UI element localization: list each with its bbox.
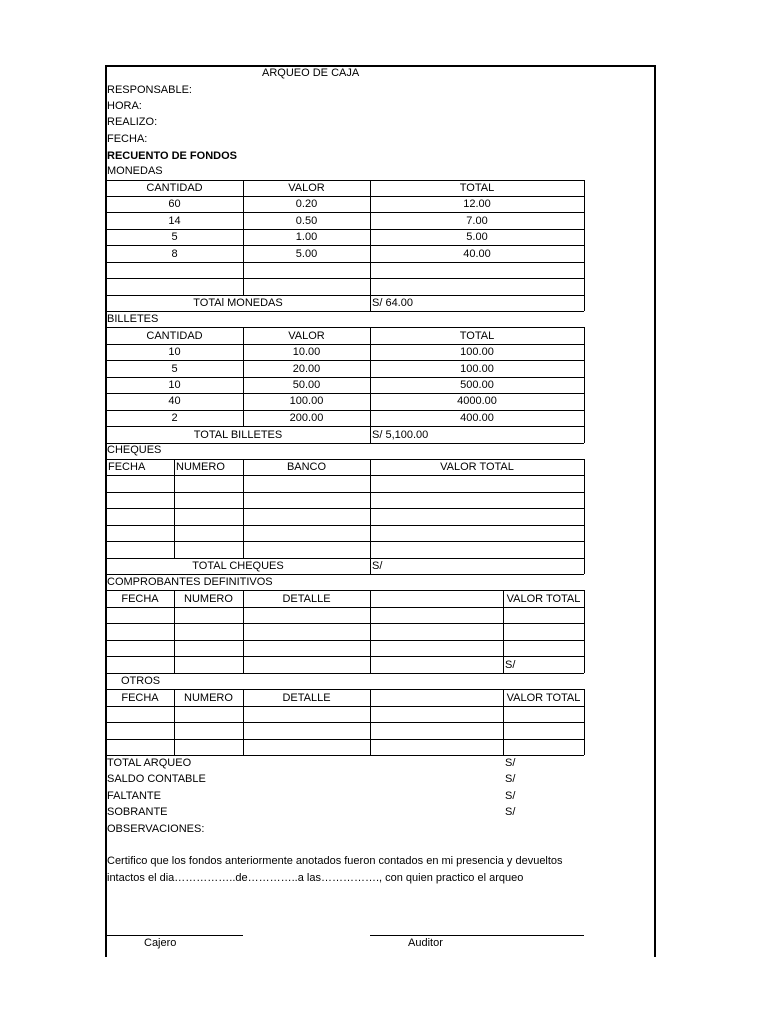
grid-line — [106, 673, 584, 674]
grid-line — [584, 558, 585, 574]
grid-line — [106, 327, 584, 328]
grid-line — [584, 459, 585, 558]
summary-value: S/ — [505, 773, 516, 785]
grid-line — [106, 739, 584, 740]
grid-line — [106, 689, 584, 690]
billetes-total-value: S/ 5,100.00 — [372, 429, 429, 441]
otros-header-fecha: FECHA — [121, 692, 159, 704]
signature-cajero: Cajero — [144, 937, 177, 949]
comprobantes-label: COMPROBANTES DEFINITIVOS — [107, 576, 273, 588]
monedas-cell: 7.00 — [466, 215, 488, 227]
realizo-label: REALIZO: — [107, 116, 158, 128]
comprobantes-last-value: S/ — [505, 659, 516, 671]
grid-line — [584, 180, 585, 295]
summary-value: S/ — [505, 790, 516, 802]
grid-line — [106, 278, 584, 279]
cheques-header-numero: NUMERO — [176, 461, 225, 473]
billetes-cell: 2 — [171, 412, 178, 424]
grid-line — [106, 262, 584, 263]
grid-line — [584, 689, 585, 755]
certificacion-line-1: Certifico que los fondos anteriormente anotados fueron contados en mi presencia y devueltos — [107, 855, 563, 867]
grid-line — [370, 558, 371, 574]
otros-header-valor: VALOR TOTAL — [506, 692, 581, 704]
billetes-cell: 10 — [168, 379, 181, 391]
summary-label: FALTANTE — [107, 790, 161, 802]
summary-label: SALDO CONTABLE — [107, 773, 206, 785]
grid-line — [106, 656, 584, 657]
comprobantes-header-valor: VALOR TOTAL — [506, 593, 581, 605]
signature-line-auditor — [370, 935, 584, 936]
page-title: ARQUEO DE CAJA — [262, 67, 360, 79]
grid-line — [106, 590, 584, 591]
grid-line — [106, 245, 584, 246]
billetes-cell: 50.00 — [292, 379, 321, 391]
billetes-total-label: TOTAL BILLETES — [193, 429, 283, 441]
grid-line — [106, 212, 584, 213]
grid-line — [174, 459, 175, 558]
billetes-cell: 400.00 — [460, 412, 494, 424]
billetes-cell: 40 — [168, 395, 181, 407]
billetes-cell: 100.00 — [460, 346, 494, 358]
billetes-cell: 200.00 — [289, 412, 324, 424]
cheques-header-valor: VALOR TOTAL — [440, 461, 514, 473]
billetes-label: BILLETES — [107, 313, 159, 325]
billetes-cell: 100.00 — [460, 363, 494, 375]
billetes-cell: 20.00 — [292, 363, 321, 375]
cheques-header-fecha: FECHA — [108, 461, 146, 473]
cheques-total-value: S/ — [372, 560, 383, 572]
comprobantes-header-detalle: DETALLE — [282, 593, 331, 605]
monedas-cell: 0.20 — [295, 198, 318, 210]
recuento-label: RECUENTO DE FONDOS — [107, 150, 237, 162]
monedas-cell: 8 — [171, 248, 178, 260]
cheques-header-banco: BANCO — [286, 461, 327, 473]
otros-header-detalle: DETALLE — [282, 692, 331, 704]
grid-line — [106, 508, 584, 509]
cheques-total-label: TOTAL CHEQUES — [192, 560, 284, 572]
hora-label: HORA: — [107, 100, 142, 112]
grid-line — [370, 590, 371, 673]
grid-line — [106, 607, 584, 608]
monedas-cell: 1.00 — [295, 231, 318, 243]
monedas-total-value: S/ 64.00 — [372, 297, 413, 309]
billetes-cell: 500.00 — [460, 379, 494, 391]
billetes-cell: 5 — [171, 363, 178, 375]
grid-line — [106, 722, 584, 723]
monedas-cell: 12.00 — [463, 198, 491, 210]
billetes-cell: 100.00 — [289, 395, 324, 407]
billetes-header: CANTIDAD — [146, 330, 203, 342]
comprobantes-header-fecha: FECHA — [121, 593, 159, 605]
grid-line — [370, 295, 371, 311]
grid-line — [106, 640, 584, 641]
grid-line — [106, 525, 584, 526]
grid-line — [584, 295, 585, 311]
grid-line — [106, 623, 584, 624]
monedas-cell: 60 — [168, 198, 181, 210]
monedas-cell: 5 — [171, 231, 178, 243]
monedas-cell: 0.50 — [295, 215, 318, 227]
monedas-total-label: TOTAl MONEDAS — [193, 297, 283, 309]
grid-line — [584, 327, 585, 426]
fecha-label: FECHA: — [107, 133, 148, 145]
cheques-label: CHEQUES — [107, 444, 162, 456]
grid-line — [106, 443, 584, 444]
monedas-header: VALOR — [288, 182, 325, 194]
grid-line — [584, 426, 585, 443]
grid-line — [106, 541, 584, 542]
signature-auditor: Auditor — [408, 937, 443, 949]
grid-line — [584, 590, 585, 673]
responsable-label: RESPONSABLE: — [107, 84, 192, 96]
monedas-header: CANTIDAD — [146, 182, 203, 194]
monedas-cell: 5.00 — [466, 231, 488, 243]
monedas-cell: 14 — [168, 215, 181, 227]
summary-label: SOBRANTE — [107, 806, 168, 818]
summary-value: S/ — [505, 806, 516, 818]
certificacion-line-2: intactos el dia……………..de…………..a las……………., con quien practico el arqueo — [107, 872, 524, 884]
grid-line — [106, 311, 584, 312]
billetes-header: TOTAL — [459, 330, 495, 342]
monedas-header: TOTAL — [459, 182, 495, 194]
monedas-cell: 40.00 — [463, 248, 491, 260]
grid-line — [106, 360, 584, 361]
grid-line — [106, 706, 584, 707]
observaciones-label: OBSERVACIONES: — [107, 823, 205, 835]
grid-line — [370, 689, 371, 755]
billetes-cell: 10 — [168, 346, 181, 358]
billetes-cell: 4000.00 — [457, 395, 497, 407]
grid-line — [106, 492, 584, 493]
comprobantes-header-numero: NUMERO — [184, 593, 233, 605]
grid-line — [106, 475, 584, 476]
summary-value: S/ — [505, 757, 516, 769]
grid-line — [370, 426, 371, 443]
grid-line — [106, 426, 584, 427]
billetes-cell: 10.00 — [292, 346, 321, 358]
summary-label: TOTAL ARQUEO — [107, 757, 192, 769]
billetes-header: VALOR — [288, 330, 325, 342]
otros-label: OTROS — [121, 675, 161, 687]
monedas-label: MONEDAS — [107, 165, 163, 177]
monedas-cell: 5.00 — [295, 248, 318, 260]
otros-header-numero: NUMERO — [184, 692, 233, 704]
grid-line — [106, 459, 107, 558]
